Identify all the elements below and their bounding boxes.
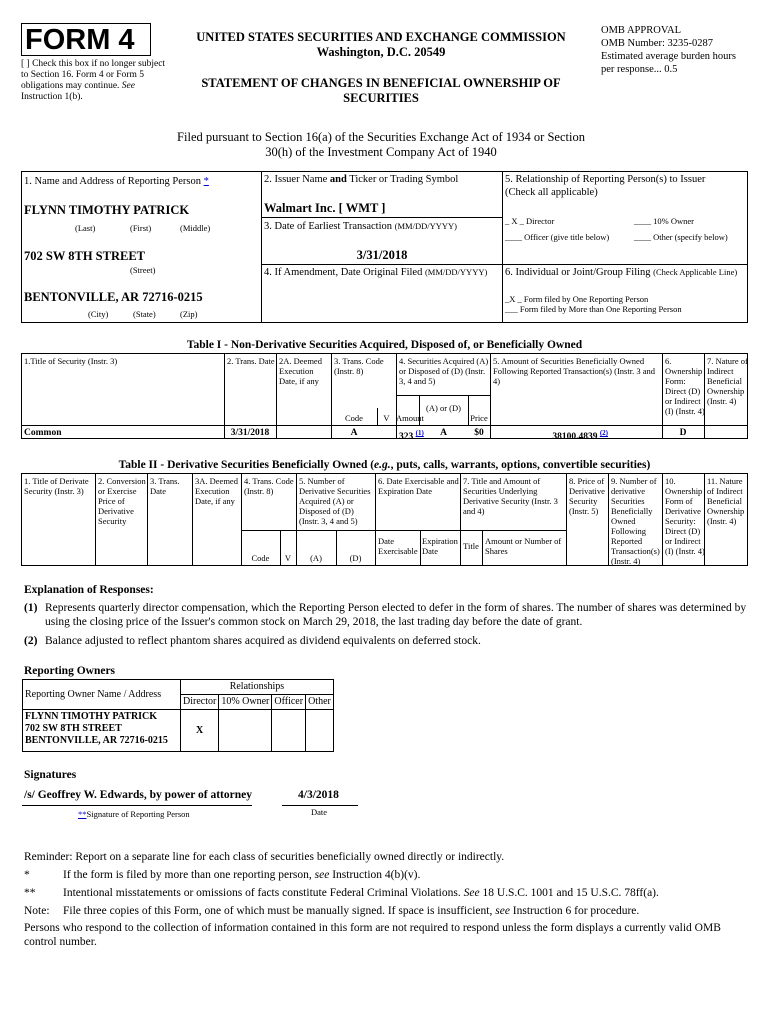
rel-ten-percent: ____ 10% Owner xyxy=(634,216,694,226)
reporting-person-city: BENTONVILLE, AR 72716-0215 xyxy=(24,290,203,304)
filing-label: 6. Individual or Joint/Group Filing (Check Applicable Line) xyxy=(505,267,738,278)
t1-sub-v: V xyxy=(383,413,390,423)
rel-other: ____ Other (specify below) xyxy=(634,232,728,242)
omb-approval: OMB APPROVAL OMB Number: 3235-0287 Estimated average burden hours per response... 0.5 xyxy=(601,25,736,75)
middle-label: (Middle) xyxy=(180,223,211,233)
amendment-label: 4. If Amendment, Date Original Filed (MM/DD/YYYY) xyxy=(264,267,488,278)
explanation-text-1: Represents quarterly director compensation, which the Reporting Person elected to defer in the form of shares. The number of shares was determined by using the closing price of the Issuer's common stock on March 29, 2018, the last trading day before the date of grant. xyxy=(45,602,747,628)
t1-sub-aord: (A) or (D) xyxy=(426,403,461,413)
owners-col-officer: Officer xyxy=(272,695,306,710)
city-label: (City) xyxy=(88,309,109,319)
filing-one: _X _ Form filed by One Reporting Person xyxy=(505,294,649,304)
owners-heading: Reporting Owners xyxy=(24,665,116,677)
checkbox-note: [ ] Check this box if no longer subject to Section 16. Form 4 or Form 5 obligations may continue. See Instruction 1(b). xyxy=(21,59,166,102)
last-label: (Last) xyxy=(75,223,96,233)
t2-sub-a: (A) xyxy=(310,553,322,563)
state-label: (State) xyxy=(133,309,156,319)
t2-sub-amount: Amount or Number of Shares xyxy=(485,536,562,556)
signature-date: 4/3/2018 xyxy=(298,789,339,801)
owners-row-ten xyxy=(219,710,272,752)
owners-col-name: Reporting Owner Name / Address xyxy=(23,680,181,710)
footnote-double-star-link[interactable]: ** xyxy=(78,809,87,819)
rel-director: _ X _ Director xyxy=(505,216,555,226)
star1-text: If the form is filed by more than one reporting person, see Instruction 4(b)(v). xyxy=(63,869,421,881)
t1-sub-amount: Amount xyxy=(396,413,424,423)
t1-h-title: 1.Title of Security (Instr. 3) xyxy=(24,356,118,366)
star1-marker: * xyxy=(24,869,30,881)
agency-city: Washington, D.C. 20549 xyxy=(316,45,446,59)
date-label: Date xyxy=(311,807,328,817)
t2-sub-expiration: Expiration Date xyxy=(422,536,458,556)
statement-title: STATEMENT OF CHANGES IN BENEFICIAL OWNERSHIP OF SECURITIES xyxy=(201,76,561,105)
owners-col-relationships: Relationships xyxy=(181,680,334,695)
reminder: Reminder: Report on a separate line for each class of securities beneficially owned directly or indirectly. xyxy=(24,851,505,863)
t1-h-deemed: 2A. Deemed Execution Date, if any xyxy=(279,356,322,386)
t1-row-price: $0 xyxy=(474,428,484,438)
t2-h-underlying: 7. Title and Amount of Securities Underlying Derivative Security (Instr. 3 and 4) xyxy=(463,476,558,516)
t2-h-title: 1. Title of Derivate Security (Instr. 3) xyxy=(24,476,89,496)
t1-row-date: 3/31/2018 xyxy=(230,428,270,438)
earliest-transaction-date: 3/31/2018 xyxy=(356,248,408,262)
t1-h-acquired: 4. Securities Acquired (A) or Disposed of (D) (Instr. 3, 4 and 5) xyxy=(399,356,489,386)
footnote-1-link[interactable]: (1) xyxy=(415,429,424,437)
t2-h-nature: 11. Nature of Indirect Beneficial Ownership (Instr. 4) xyxy=(707,476,745,526)
signer-name: /s/ Geoffrey W. Edwards, by power of attorney xyxy=(24,789,252,801)
t1-h-date: 2. Trans. Date xyxy=(227,356,275,366)
t2-sub-date-ex: Date Exercisable xyxy=(378,536,418,556)
t1-row-amount: 323 $^{(1)}$ xyxy=(399,429,424,443)
explanation-text-2: Balance adjusted to reflect phantom shares acquired as dividend equivalents on deferred stock. xyxy=(45,635,481,647)
owners-col-ten: 10% Owner xyxy=(219,695,272,710)
star2-marker: ** xyxy=(24,887,36,899)
omb-notice: Persons who respond to the collection of information contained in this form are not required to respond unless the form displays a currently valid OMB control number. xyxy=(24,922,721,948)
t1-h-amount: 5. Amount of Securities Beneficially Owned Following Reported Transaction(s) (Instr. 3 and 4) xyxy=(493,356,655,386)
first-label: (First) xyxy=(130,223,152,233)
t1-h-ownership: 6. Ownership Form: Direct (D) or Indirect (I) (Instr. 4) xyxy=(665,356,705,416)
t2-h-conversion: 2. Conversion or Exercise Price of Derivative Security xyxy=(98,476,146,526)
t2-h-ownership: 10. Ownership Form of Derivative Security: Direct (D) or Indirect (I) (Instr. 4) xyxy=(665,476,705,556)
t1-sub-price: Price xyxy=(470,413,488,423)
rel-officer: ____ Officer (give title below) xyxy=(505,232,610,242)
filed-pursuant: Filed pursuant to Section 16(a) of the Securities Exchange Act of 1934 or Section 30(h) of the Investment Company Act of 1940 xyxy=(177,130,585,159)
zip-label: (Zip) xyxy=(180,309,198,319)
signatures-heading: Signatures xyxy=(24,769,77,781)
t2-h-owned: 9. Number of derivative Securities Beneficially Owned Following Reported Transaction(s) (Instr. 4) xyxy=(611,476,660,566)
owners-table xyxy=(22,679,334,752)
t2-sub-title: Title xyxy=(463,541,479,551)
owners-col-other: Other xyxy=(306,695,334,710)
t2-sub-v: V xyxy=(284,553,292,563)
t2-sub-d: (D) xyxy=(349,553,362,563)
t1-row-code: A xyxy=(350,428,358,438)
street-label: (Street) xyxy=(130,265,156,275)
form-title: FORM 4 xyxy=(25,24,135,56)
t2-h-deemed: 3A. Deemed Execution Date, if any xyxy=(195,476,238,506)
footnote-2-link[interactable]: (2) xyxy=(599,429,608,437)
t2-h-exercisable: 6. Date Exercisable and Expiration Date xyxy=(378,476,459,496)
t2-h-date: 3. Trans. Date xyxy=(150,476,180,496)
note-marker: Note: xyxy=(24,905,50,917)
relationship-label: 5. Relationship of Reporting Person(s) to Issuer (Check all applicable) xyxy=(505,174,706,198)
t2-h-number: 5. Number of Derivative Securities Acquired (A) or Disposed of (D) (Instr. 3, 4 and 5) xyxy=(299,476,371,526)
table2-title: Table II - Derivative Securities Beneficially Owned (e.g., puts, calls, warrants, options, convertible securities) xyxy=(118,459,651,471)
table1-title: Table I - Non-Derivative Securities Acquired, Disposed of, or Beneficially Owned xyxy=(186,339,583,351)
filing-more: ___ Form filed by More than One Reporting Person xyxy=(505,304,682,314)
footnote-star-link[interactable]: * xyxy=(203,176,209,187)
issuer-label: 2. Issuer Name and Ticker or Trading Symbol xyxy=(264,174,459,185)
form-title-box xyxy=(21,23,151,56)
explanation-num-1: (1) xyxy=(24,602,38,614)
issuer-name: Walmart Inc. [ WMT ] xyxy=(264,201,386,215)
explanation-heading: Explanation of Responses: xyxy=(24,584,154,596)
note-text: File three copies of this Form, one of which must be manually signed. If space is insufficient, see Instruction 6 for procedure. xyxy=(63,905,640,917)
t1-h-nature: 7. Nature of Indirect Beneficial Ownership (Instr. 4) xyxy=(707,356,748,406)
t1-h-code: 3. Trans. Code (Instr. 8) xyxy=(334,356,384,376)
signature-label: **Signature of Reporting Person xyxy=(78,809,190,819)
owners-col-director: Director xyxy=(181,695,219,710)
owners-row-other xyxy=(306,710,334,752)
agency-name: UNITED STATES SECURITIES AND EXCHANGE COMMISSION xyxy=(196,30,566,44)
owners-row-name: FLYNN TIMOTHY PATRICK 702 SW 8TH STREET BENTONVILLE, AR 72716-0215 xyxy=(23,710,181,752)
reporting-person-name: FLYNN TIMOTHY PATRICK xyxy=(24,203,190,217)
t2-sub-code: Code xyxy=(251,553,270,563)
t1-row-owned: 38100.4839 $^{(2)}$ xyxy=(552,429,608,443)
owners-row-officer xyxy=(272,710,306,752)
reporting-person-street: 702 SW 8TH STREET xyxy=(24,249,145,263)
star2-text: Intentional misstatements or omissions of facts constitute Federal Criminal Violations. See 18 U.S.C. 1001 and 15 U.S.C. 78ff(a). xyxy=(63,887,659,899)
t2-h-code: 4. Trans. Code (Instr. 8) xyxy=(244,476,294,496)
t2-h-price: 8. Price of Derivative Security (Instr. 5) xyxy=(569,476,605,516)
earliest-transaction-label: 3. Date of Earliest Transaction (MM/DD/YYYY) xyxy=(264,221,457,232)
reporting-person-label: 1. Name and Address of Reporting Person * xyxy=(24,176,209,187)
explanation-num-2: (2) xyxy=(24,635,38,647)
t1-row-title: Common xyxy=(24,428,62,438)
owners-row-director: X xyxy=(181,710,219,752)
t1-row-form: D xyxy=(679,428,687,438)
t1-sub-code: Code xyxy=(345,413,363,423)
t1-row-aord: A xyxy=(440,428,447,438)
